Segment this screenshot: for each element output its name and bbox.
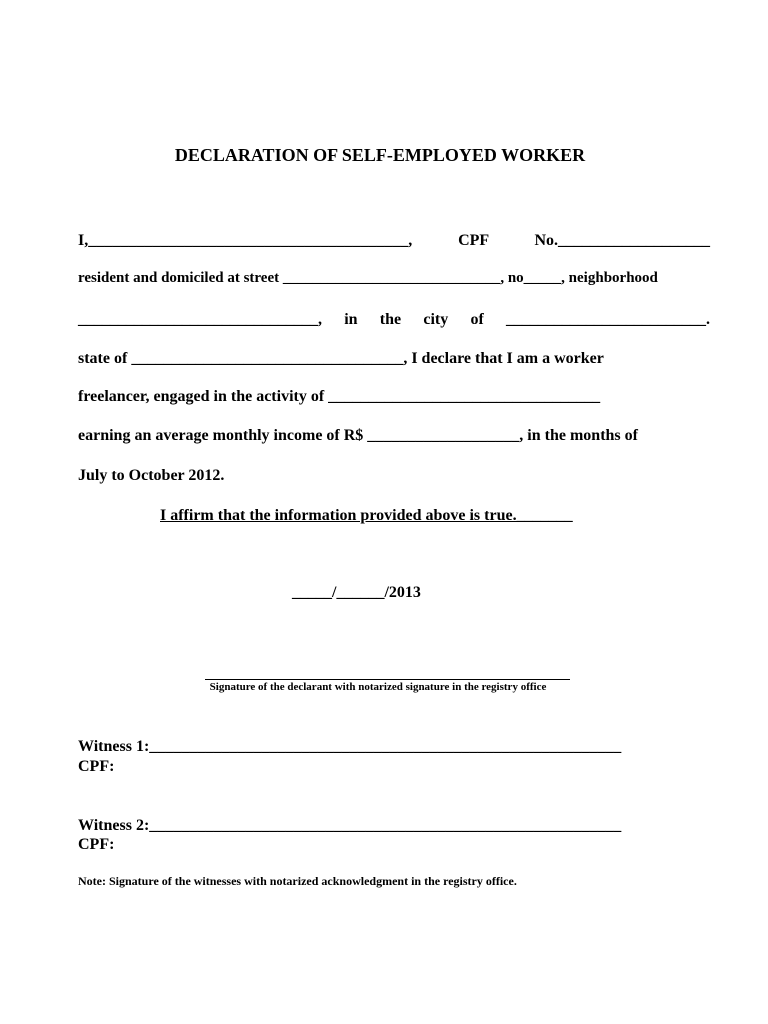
declarant-name-cpf-line: I,________________________________________, CPF No.___________________	[78, 232, 710, 249]
signature-line	[205, 679, 570, 680]
signature-caption: Signature of the declarant with notarized signature in the registry office	[209, 681, 547, 693]
witness-2-cpf: CPF:	[78, 836, 115, 853]
witness-note: Note: Signature of the witnesses with notarized acknowledgment in the registry office.	[78, 874, 517, 888]
witness-2-line: Witness 2:___________________________________________________________	[78, 817, 622, 834]
document-title: DECLARATION OF SELF-EMPLOYED WORKER	[174, 145, 586, 165]
witness-1-cpf: CPF:	[78, 758, 115, 775]
witness-1-line: Witness 1:___________________________________________________________	[78, 738, 622, 755]
affirmation-statement: I affirm that the information provided above is true._______	[160, 507, 573, 524]
state-declaration-line: state of __________________________________, I declare that I am a worker	[78, 350, 604, 367]
period-line: July to October 2012.	[78, 467, 225, 484]
activity-line: freelancer, engaged in the activity of __________________________________	[78, 388, 601, 405]
income-line: earning an average monthly income of R$ ___________________, in the months of	[78, 427, 638, 444]
neighborhood-city-line: ______________________________, in the city of _________________________.	[78, 311, 710, 328]
date-line: _____/______/2013	[292, 584, 421, 601]
address-street-line: resident and domiciled at street _____________________________, no_____, neighborhood	[78, 270, 658, 286]
